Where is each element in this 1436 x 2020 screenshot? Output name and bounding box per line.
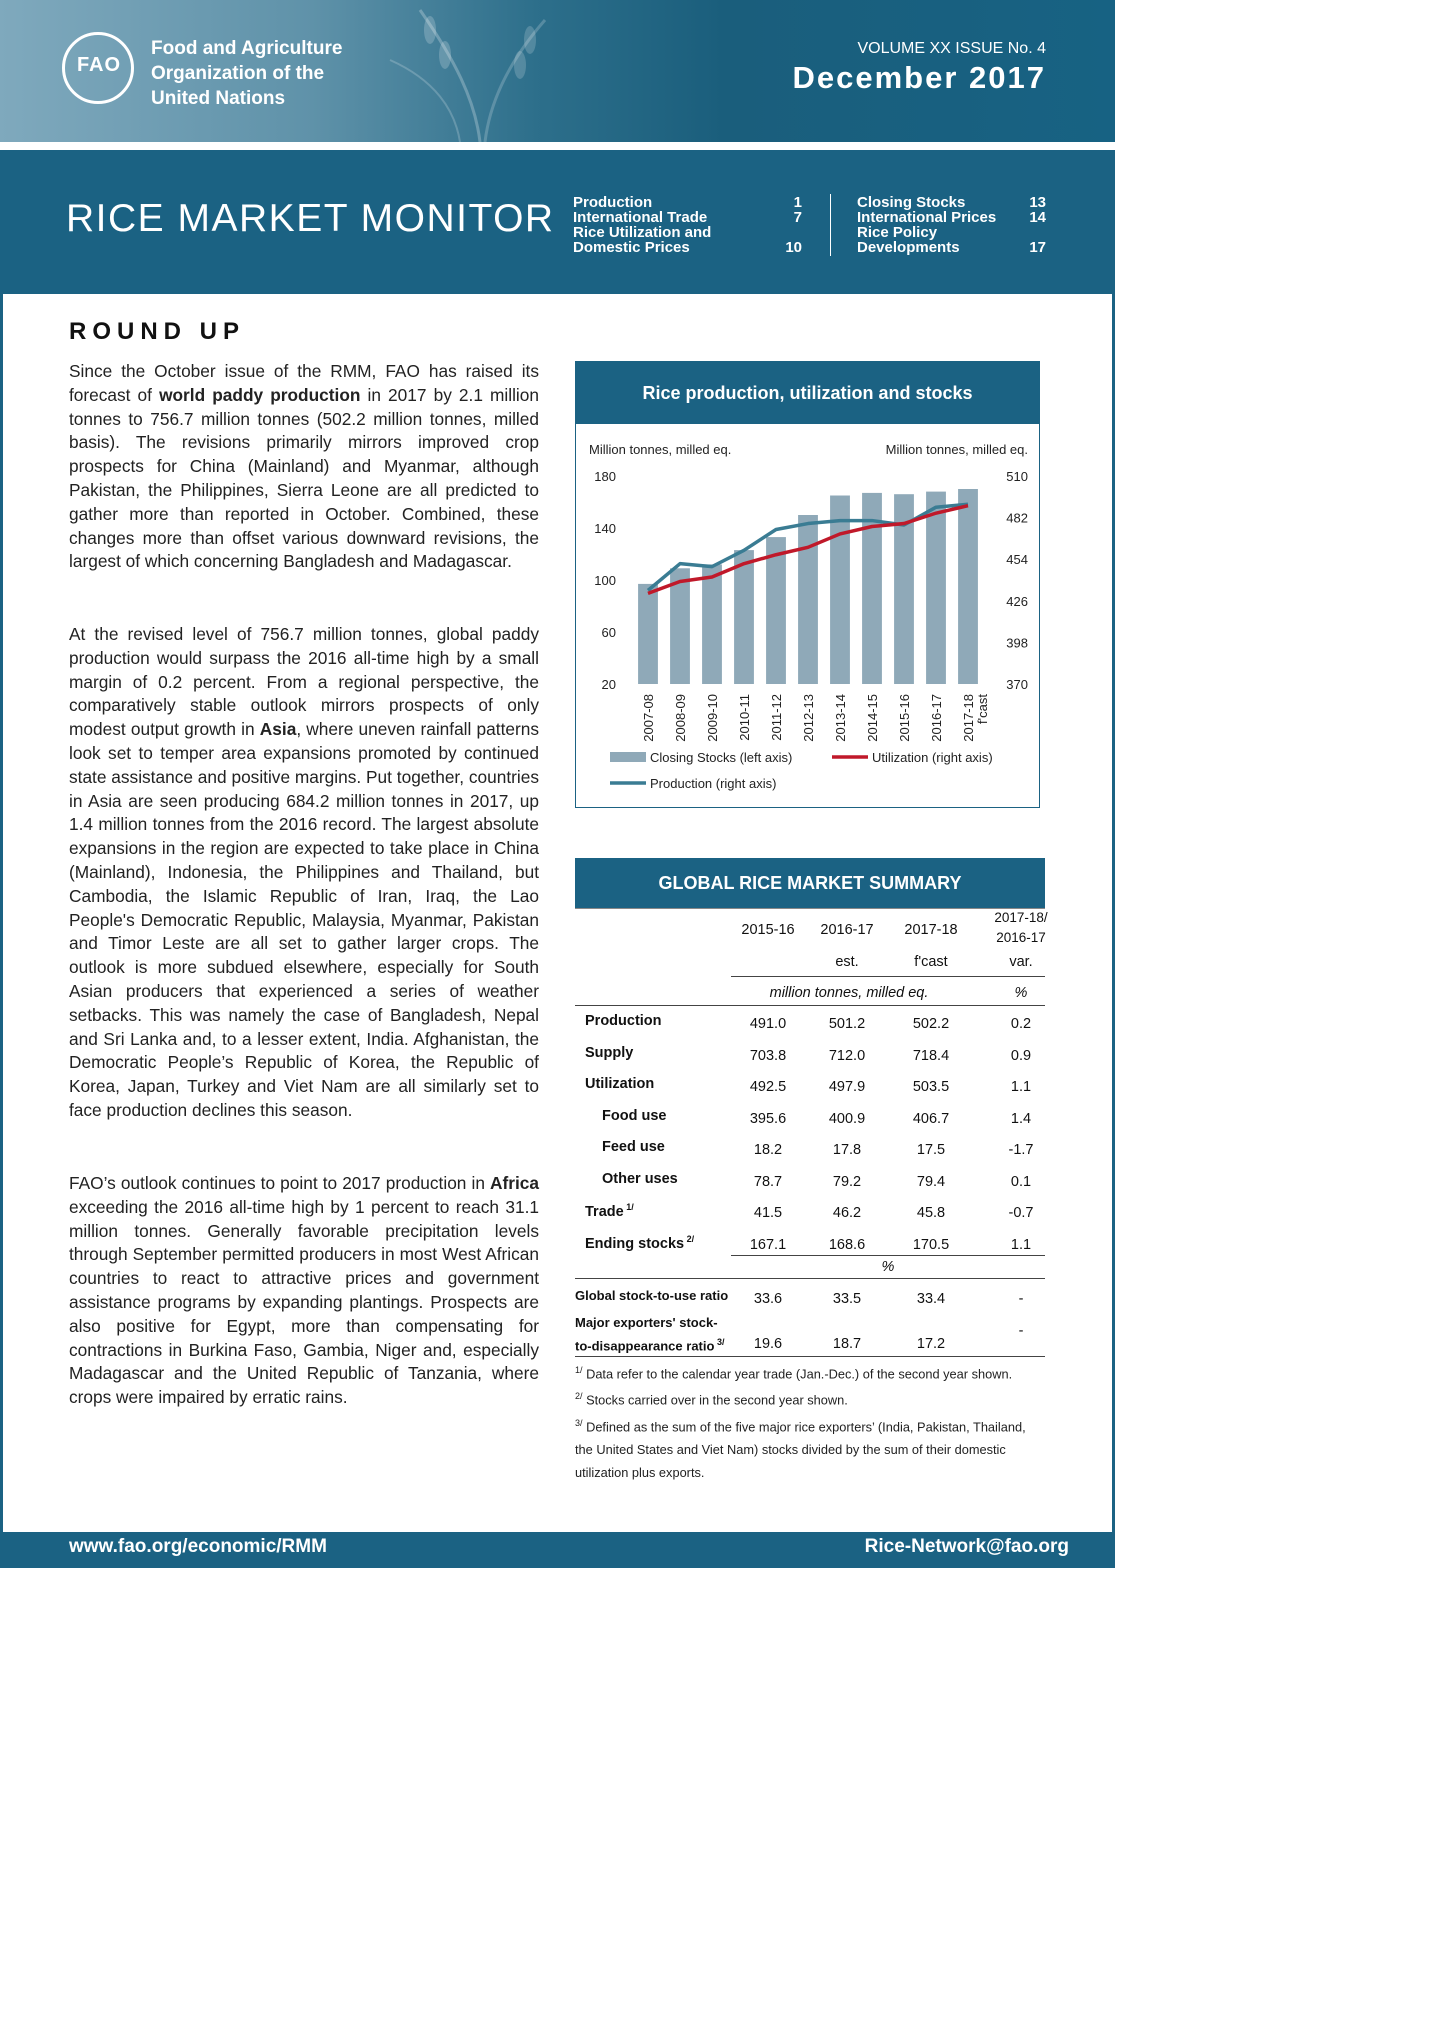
toc-item[interactable]: Developments — [857, 239, 960, 256]
table-cell: 712.0 — [828, 1047, 866, 1064]
page-left-border — [0, 294, 3, 1532]
ratio-label: Global stock-to-use ratio — [575, 1288, 729, 1303]
legend-label: Production (right axis) — [650, 776, 777, 791]
table-cell: 33.5 — [832, 1291, 862, 1307]
text-run: Since the October issue of the RMM, FAO has raised its forecast of — [69, 361, 539, 405]
left-tick-label: 100 — [594, 573, 616, 588]
stock-bar — [830, 496, 850, 685]
table-cell: 45.8 — [916, 1205, 946, 1221]
table-cell: - — [1018, 1291, 1024, 1307]
right-tick-label: 398 — [1006, 635, 1028, 651]
table-cell: 79.4 — [916, 1173, 946, 1190]
toc-left — [573, 195, 711, 255]
rows-rule — [731, 1255, 1045, 1256]
bold-text: Asia — [259, 719, 297, 740]
table-footnotes — [575, 1359, 1045, 1484]
left-tick-label: 140 — [594, 521, 616, 536]
category-label: 2009-10 — [705, 694, 720, 742]
toc-divider — [830, 194, 831, 256]
column-header: 2016-17 — [996, 930, 1046, 945]
column-header: 2015-16 — [741, 922, 795, 938]
table-cell: 491.0 — [749, 1016, 787, 1032]
roundup-paragraph-3 — [69, 1172, 539, 1410]
org-line-1: Food and Agriculture — [151, 38, 343, 59]
text-run: , where uneven rainfall patterns look set to temper area expansions promoted by continued state assistance and positive margins. Put together, countries in Asia are seen producing 684.2 million tonnes in 2017, up 1.4 million tonnes from the 2016 record. The largest absolute expansions in the region are expected to take place in China (Mainland), Indonesia, the Philippines and Thailand, but Cambodia, the Islamic Republic of Iran, Iraq, the Lao People's Democratic Republic, Malaysia, Myanmar, Pakistan and Timor Leste are all set to gather larger crops. The outlook is more subdued elsewhere, especially for South Asian producers that experienced a series of weather setbacks. This was namely the case of Bangladesh, Nepal and Sri Lanka and, to a lesser extent, India. Afghanistan, the Democratic People’s Republic of Korea, the Republic of Korea, Japan, Turkey and Viet Nam are all similarly set to face production declines this season. — [69, 719, 539, 1120]
category-label: 2008-09 — [673, 694, 688, 742]
table-cell: 395.6 — [749, 1110, 787, 1127]
category-label: 2016-17 — [929, 694, 944, 742]
table-cell: 17.8 — [832, 1142, 862, 1158]
row-label-text: Other uses — [602, 1170, 678, 1187]
table-cell: 170.5 — [912, 1236, 950, 1253]
toc-page: 17 — [1029, 239, 1046, 256]
percent-label: % — [881, 1259, 895, 1275]
toc-item[interactable]: Closing Stocks — [857, 194, 966, 211]
column-header: 2017-18 — [904, 922, 958, 938]
organization-name — [151, 36, 411, 111]
left-tick-label: 180 — [594, 469, 616, 484]
right-tick-label: 510 — [1006, 469, 1028, 484]
right-tick-label: 482 — [1006, 510, 1028, 526]
table-cell: 1.4 — [1010, 1110, 1032, 1127]
row-label-text: Feed use — [602, 1139, 665, 1155]
table-cell: 503.5 — [912, 1079, 950, 1095]
toc-page: 10 — [785, 239, 802, 256]
category-label: 2012-13 — [801, 694, 816, 742]
row-label — [585, 1076, 654, 1092]
toc-item[interactable]: International Trade — [573, 209, 708, 226]
toc-item[interactable]: Rice Policy — [857, 224, 938, 241]
table-cell: 0.1 — [1010, 1173, 1032, 1190]
row-label — [585, 1202, 634, 1220]
footnote-marker: 3/ — [575, 1417, 583, 1428]
toc-right-pages — [1012, 195, 1046, 255]
table-cell: 46.2 — [832, 1205, 862, 1221]
header-rule — [731, 976, 1045, 977]
footnote-marker: 2/ — [575, 1391, 583, 1402]
footnote-ref: 1/ — [623, 1202, 634, 1212]
toc-page: 1 — [793, 194, 802, 211]
table-cell: 167.1 — [749, 1236, 787, 1253]
toc-page: 13 — [1029, 194, 1046, 211]
text-run: At the revised level of 756.7 million tonnes, global paddy production would surpass the 2016 all-time high by a small margin of 0.2 percent. From a regional perspective, the comparatively stable outlook mirrors prospects of only modest output growth in — [69, 624, 539, 740]
table-cell: 18.7 — [832, 1336, 862, 1352]
issue-date: December 2017 — [792, 60, 1046, 95]
chart-title: Rice production, utilization and stocks — [576, 362, 1039, 424]
text-run: in 2017 by 2.1 million tonnes to 756.7 million tonnes (502.2 million tonnes, milled basis). The revisions primarily mirrors improved crop prospects for China (Mainland) and Myanmar, although Pakistan, the Philippines, Sierra Leone are all predicted to gather more than reported in October. Combined, these changes more than offset various downward revisions, the largest of which concerning Bangladesh and Madagascar. — [69, 384, 539, 572]
left-tick-label: 20 — [601, 677, 616, 692]
table-bottom-rule — [575, 1356, 1045, 1357]
table-cell: 19.6 — [753, 1336, 783, 1352]
table-cell: 400.9 — [828, 1110, 866, 1127]
table-cell: 168.6 — [828, 1236, 866, 1253]
category-label: 2011-12 — [769, 694, 784, 741]
row-label-text: Trade — [585, 1203, 624, 1220]
table-cell: 41.5 — [753, 1205, 783, 1221]
roundup-paragraph-2 — [69, 623, 539, 1123]
page-right-border — [1112, 294, 1115, 1532]
footnote-text: Stocks carried over in the second year shown. — [582, 1392, 848, 1408]
table-cell: 1.1 — [1010, 1079, 1032, 1095]
unit-percent: % — [1014, 985, 1028, 1001]
table-cell: 78.7 — [753, 1173, 783, 1190]
stock-bar — [766, 537, 786, 684]
table-cell: 492.5 — [749, 1079, 787, 1095]
unit-rule — [575, 1005, 1045, 1006]
ratio-label-text: to-disappearance ratio — [575, 1338, 715, 1354]
toc-page — [770, 225, 802, 240]
stock-bar — [702, 564, 722, 684]
table-cell: 502.2 — [912, 1016, 950, 1032]
ratio-label — [575, 1337, 724, 1353]
table-cell: 17.5 — [916, 1142, 946, 1158]
category-label-suffix: f'cast — [975, 694, 990, 724]
table-cell: 33.6 — [753, 1291, 783, 1307]
table-top-rule — [575, 908, 1045, 909]
footnote-ref: 3/ — [714, 1337, 725, 1347]
stock-bar — [958, 489, 978, 684]
left-axis-label: Million tonnes, milled eq. — [589, 442, 732, 457]
category-label: 2017-18 — [961, 694, 976, 742]
table-cell: 1.1 — [1010, 1236, 1032, 1253]
row-label-text: Production — [585, 1013, 662, 1029]
toc-page — [1012, 225, 1046, 240]
toc-left-pages — [770, 195, 802, 255]
row-label — [585, 1013, 662, 1029]
table-cell: 33.4 — [916, 1291, 946, 1307]
legend-swatch — [610, 752, 646, 762]
footnote — [575, 1385, 1045, 1411]
roundup-paragraph-1 — [69, 360, 539, 574]
footnote-text: Defined as the sum of the five major rice exporters’ (India, Pakistan, Thailand, the United States and Viet Nam) stocks divided by the sum of their domestic utilization plus exports. — [575, 1418, 1026, 1480]
text-run: exceeding the 2016 all-time high by 1 percent to reach 31.1 million tonnes. Generally favorable precipitation levels through September permitted producers in most West African countries to react to attractive prices and government assistance programs by expanding plantings. Prospects are also positive for Egypt, more than compensating for contractions in Burkina Faso, Gambia, Niger and, especially Madagascar and the United Republic of Tanzania, where crops were impaired by erratic rains. — [69, 1196, 539, 1408]
table-cell: -1.7 — [1008, 1142, 1034, 1158]
pct-rule — [575, 1278, 1045, 1279]
legend-label: Closing Stocks (left axis) — [650, 750, 793, 765]
table-cell: 0.9 — [1010, 1047, 1032, 1064]
column-subheader: var. — [1009, 954, 1033, 970]
toc-item[interactable]: Production — [573, 194, 653, 211]
toc-page: 7 — [793, 209, 802, 226]
header-divider — [0, 142, 1115, 150]
footnote — [575, 1412, 1045, 1484]
toc-item[interactable]: International Prices — [857, 209, 997, 226]
row-label — [602, 1171, 678, 1187]
column-subheader: f'cast — [914, 954, 948, 970]
category-label: 2014-15 — [865, 694, 880, 742]
stock-bar — [734, 550, 754, 684]
stock-bar — [798, 515, 818, 684]
table-cell: -0.7 — [1008, 1205, 1034, 1221]
legend-label: Utilization (right axis) — [872, 750, 993, 765]
unit-label: million tonnes, milled eq. — [769, 985, 929, 1001]
toc-page: 14 — [1029, 209, 1046, 226]
left-tick-label: 60 — [601, 625, 616, 640]
column-subheader: est. — [835, 954, 859, 970]
row-label — [602, 1139, 665, 1155]
category-label: 2015-16 — [897, 694, 912, 742]
ratio-label: Major exporters' stock- — [575, 1315, 718, 1330]
bold-text: world paddy production — [159, 384, 361, 405]
column-header: 2017-18/ — [994, 910, 1048, 925]
footer-email-link[interactable]: Rice-Network@fao.org — [864, 1536, 1069, 1557]
row-label-text: Food use — [602, 1107, 667, 1124]
right-tick-label: 370 — [1006, 677, 1028, 692]
category-label: 2010-11 — [737, 694, 752, 741]
row-label — [585, 1234, 694, 1252]
right-tick-label: 426 — [1006, 593, 1028, 609]
row-label-text: Supply — [585, 1044, 634, 1061]
volume-label: VOLUME XX ISSUE No. 4 — [857, 40, 1046, 57]
table-cell: 718.4 — [912, 1047, 950, 1064]
table-cell: 79.2 — [832, 1173, 862, 1190]
footnote-text: Data refer to the calendar year trade (Jan.-Dec.) of the second year shown. — [582, 1366, 1013, 1382]
toc-right — [857, 195, 996, 255]
roundup-heading: ROUND UP — [69, 318, 246, 345]
table-cell: 703.8 — [749, 1047, 787, 1064]
row-label-text: Ending stocks — [585, 1235, 685, 1252]
category-label: 2013-14 — [833, 694, 848, 742]
footnote — [575, 1359, 1045, 1385]
table-cell: 406.7 — [912, 1110, 950, 1127]
table-cell: 18.2 — [753, 1142, 783, 1158]
footer-url-link[interactable]: www.fao.org/economic/RMM — [69, 1536, 327, 1557]
rice-chart — [576, 460, 1038, 800]
toc-item[interactable]: Rice Utilization and — [573, 224, 712, 241]
bold-text: Africa — [490, 1173, 539, 1193]
text-run: FAO’s outlook continues to point to 2017 production in — [69, 1173, 491, 1193]
toc-item[interactable]: Domestic Prices — [573, 239, 690, 256]
footnote-marker: 1/ — [575, 1365, 583, 1375]
category-label: 2007-08 — [641, 694, 656, 742]
org-line-2: Organization of the — [151, 63, 325, 84]
row-label — [585, 1045, 633, 1061]
summary-title: GLOBAL RICE MARKET SUMMARY — [575, 858, 1045, 908]
stock-bar — [926, 492, 946, 684]
table-cell: - — [1018, 1323, 1024, 1339]
right-tick-label: 454 — [1006, 552, 1028, 568]
table-cell: 501.2 — [828, 1016, 866, 1032]
table-cell: 17.2 — [916, 1336, 946, 1352]
org-line-3: United Nations — [151, 88, 286, 109]
table-cell: 497.9 — [828, 1079, 866, 1095]
table-cell: 0.2 — [1010, 1016, 1032, 1032]
publication-title: RICE MARKET MONITOR — [66, 197, 555, 240]
fao-logo-text: FAO — [76, 54, 122, 76]
row-label — [602, 1108, 666, 1124]
row-label-text: Utilization — [585, 1076, 655, 1092]
column-header: 2016-17 — [820, 922, 874, 938]
right-axis-label: Million tonnes, milled eq. — [885, 442, 1028, 457]
footnote-ref: 2/ — [684, 1233, 695, 1244]
stock-bar — [638, 584, 658, 684]
